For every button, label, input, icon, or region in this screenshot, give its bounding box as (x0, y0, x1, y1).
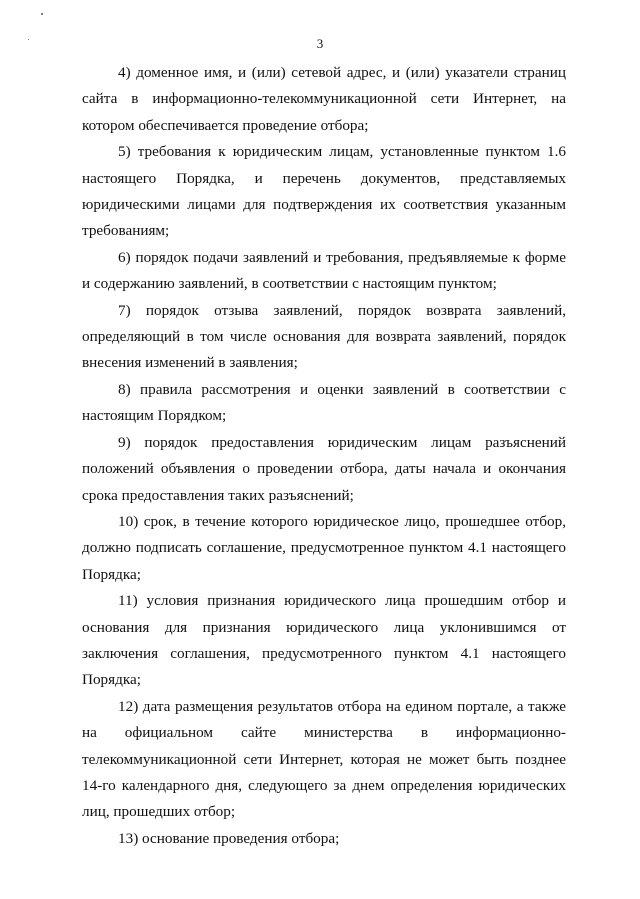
paragraph-item-6: 6) порядок подачи заявлений и требования, предъявляемые к форме и содержанию заявлений, в соответствии с настоящим пунктом; (82, 248, 566, 293)
scan-speck (41, 13, 43, 15)
paragraph-item-13: 13) основание проведения отбора; (118, 829, 340, 847)
paragraph-item-12: 12) дата размещения результатов отбора на едином портале, а также на официальном сайте министерства в информационно-телекоммуникационной сети Интернет, которая не может быть позднее 14-го календарного дня, следующего за днем определения юридических лиц, прошедших отбор; (82, 697, 566, 821)
page-number: 3 (316, 36, 324, 51)
paragraph-item-9: 9) порядок предоставления юридическим лицам разъяснений положений объявления о проведении отбора, даты начала и окончания срока предоставления таких разъяснений; (82, 433, 566, 504)
document-body (82, 60, 566, 852)
paragraph-item-11: 11) условия признания юридического лица прошедшим отбор и основания для признания юридического лица уклонившимся от заключения соглашения, предусмотренного пунктом 4.1 настоящего Порядка; (82, 592, 566, 689)
paragraph-item-8: 8) правила рассмотрения и оценки заявлений в соответствии с настоящим Порядком; (82, 380, 566, 425)
paragraph-item-5: 5) требования к юридическим лицам, установленные пунктом 1.6 настоящего Порядка, и перечень документов, представляемых юридическими лицами для подтверждения их соответствия указанным требованиям; (82, 143, 566, 240)
paragraph-item-4: 4) доменное имя, и (или) сетевой адрес, и (или) указатели страниц сайта в информационно-телекоммуникационной сети Интернет, на котором обеспечивается проведение отбора; (82, 64, 566, 134)
paragraph-item-7: 7) порядок отзыва заявлений, порядок возврата заявлений, определяющий в том числе основания для возврата заявлений, порядок внесения изменений в заявления; (82, 301, 566, 372)
paragraph-item-10: 10) срок, в течение которого юридическое лицо, прошедшее отбор, должно подписать соглашение, предусмотренное пунктом 4.1 настоящего Порядка; (82, 512, 566, 583)
